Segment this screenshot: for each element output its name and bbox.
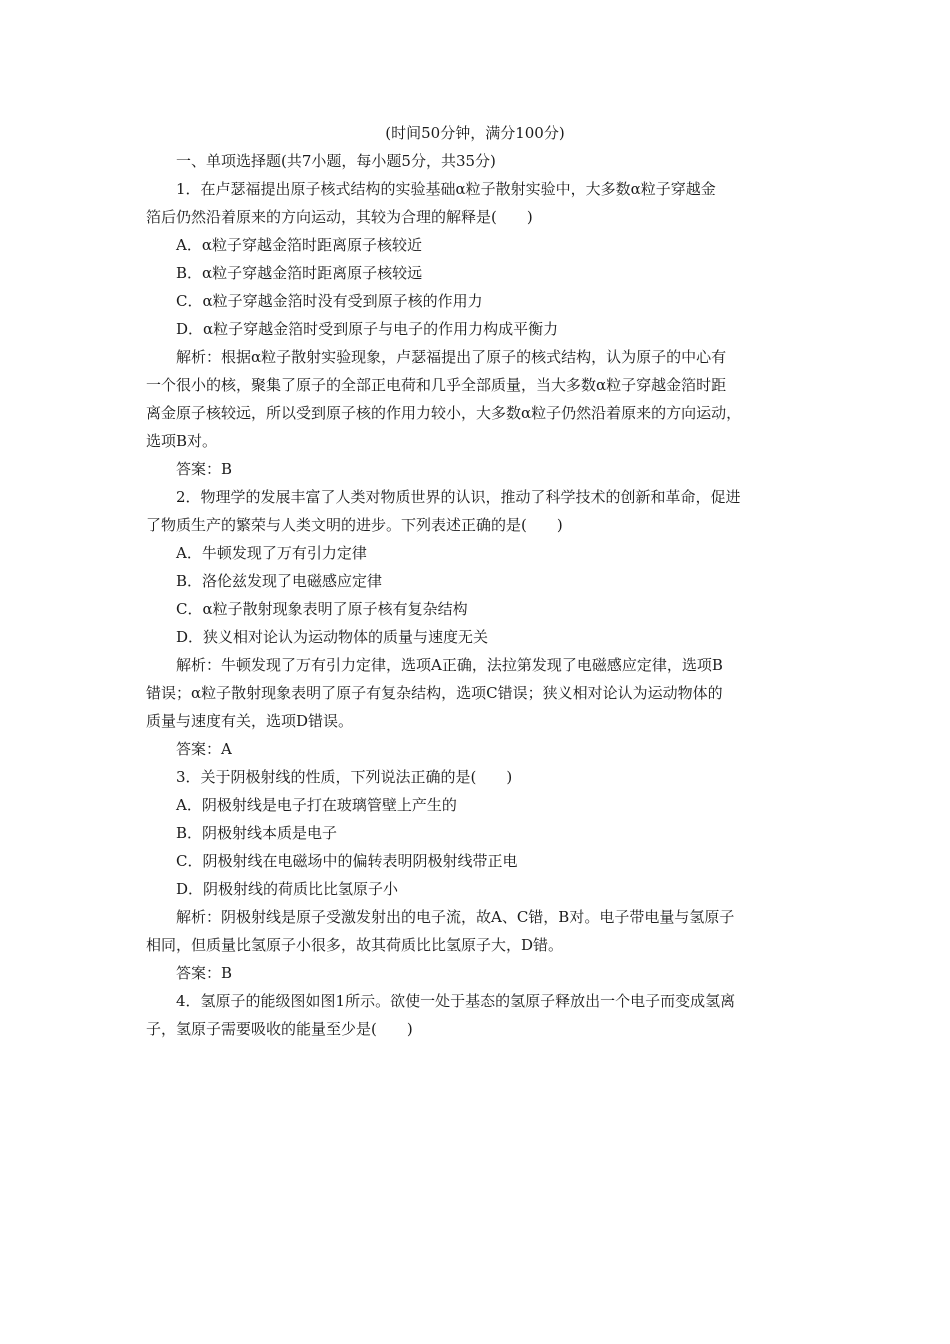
q2-stem-line-2: 了物质生产的繁荣与人类文明的进步。下列表述正确的是( ) xyxy=(146,516,563,534)
q1-answer: 答案：B xyxy=(176,460,233,478)
q4-stem-line-2: 子，氢原子需要吸收的能量至少是( ) xyxy=(146,1020,413,1038)
q2-stem-line-1: 2．物理学的发展丰富了人类对物质世界的认识，推动了科学技术的创新和革命，促进 xyxy=(176,488,741,506)
q1-option-d: D．α粒子穿越金箔时受到原子与电子的作用力构成平衡力 xyxy=(176,320,559,338)
q3-option-d: D．阴极射线的荷质比比氢原子小 xyxy=(176,880,399,898)
q2-analysis-line-2: 错误；α粒子散射现象表明了原子有复杂结构，选项C错误；狭义相对论认为运动物体的 xyxy=(146,684,723,702)
q2-analysis-line-1: 解析：牛顿发现了万有引力定律，选项A正确，法拉第发现了电磁感应定律，选项B xyxy=(176,656,723,674)
q3-answer: 答案：B xyxy=(176,964,233,982)
q3-stem-line-1: 3．关于阴极射线的性质，下列说法正确的是( ) xyxy=(176,768,513,786)
q3-analysis-line-1: 解析：阴极射线是原子受激发射出的电子流，故A、C错，B对。电子带电量与氢原子 xyxy=(176,908,735,926)
q1-analysis-line-2: 一个很小的核，聚集了原子的全部正电荷和几乎全部质量，当大多数α粒子穿越金箔时距 xyxy=(146,376,727,394)
q2-option-b: B．洛伦兹发现了电磁感应定律 xyxy=(176,572,383,590)
q4-stem-line-1: 4．氢原子的能级图如图1所示。欲使一处于基态的氢原子释放出一个电子而变成氢离 xyxy=(176,992,736,1010)
q2-analysis-line-3: 质量与速度有关，选项D错误。 xyxy=(146,712,354,730)
q3-option-c: C．阴极射线在电磁场中的偏转表明阴极射线带正电 xyxy=(176,852,518,870)
q2-option-c: C．α粒子散射现象表明了原子核有复杂结构 xyxy=(176,600,468,618)
section-title: 一、单项选择题(共7小题，每小题5分，共35分) xyxy=(176,152,496,170)
q3-option-b: B．阴极射线本质是电子 xyxy=(176,824,338,842)
q2-option-a: A．牛顿发现了万有引力定律 xyxy=(176,544,367,562)
q2-option-d: D．狭义相对论认为运动物体的质量与速度无关 xyxy=(176,628,489,646)
q1-option-a: A．α粒子穿越金箔时距离原子核较近 xyxy=(176,236,422,254)
q1-stem-line-1: 1．在卢瑟福提出原子核式结构的实验基础α粒子散射实验中，大多数α粒子穿越金 xyxy=(176,180,716,198)
q1-analysis-line-3: 离金原子核较远，所以受到原子核的作用力较小，大多数α粒子仍然沿着原来的方向运动， xyxy=(146,404,742,422)
q1-analysis-line-4: 选项B对。 xyxy=(146,432,218,450)
q1-option-b: B．α粒子穿越金箔时距离原子核较远 xyxy=(176,264,423,282)
q3-analysis-line-2: 相同，但质量比氢原子小很多，故其荷质比比氢原子大，D错。 xyxy=(146,936,564,954)
q2-answer: 答案：A xyxy=(176,740,232,758)
q3-option-a: A．阴极射线是电子打在玻璃管壁上产生的 xyxy=(176,796,457,814)
q1-analysis-line-1: 解析：根据α粒子散射实验现象，卢瑟福提出了原子的核式结构，认为原子的中心有 xyxy=(176,348,727,366)
header-time-score: (时间50分钟，满分100分) xyxy=(385,124,565,142)
q1-option-c: C．α粒子穿越金箔时没有受到原子核的作用力 xyxy=(176,292,483,310)
q1-stem-line-2: 箔后仍然沿着原来的方向运动，其较为合理的解释是( ) xyxy=(146,208,533,226)
